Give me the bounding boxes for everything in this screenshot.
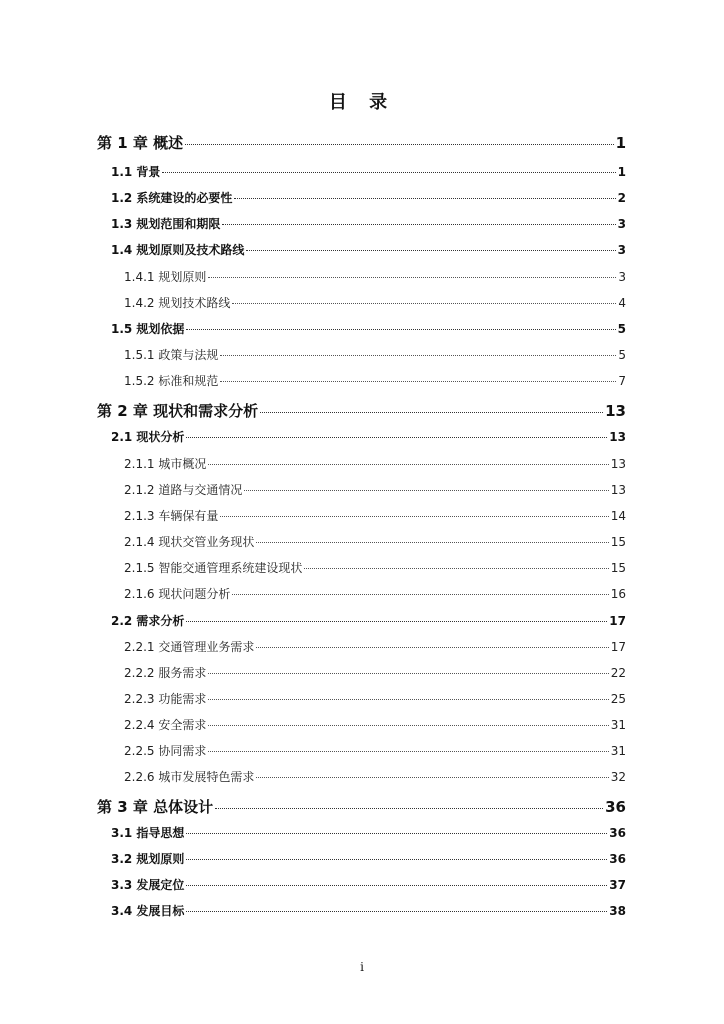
toc-entry-page: 36 bbox=[609, 826, 626, 840]
toc-entry[interactable] bbox=[124, 268, 626, 285]
page-number: i bbox=[360, 960, 364, 974]
toc-entry-page: 1 bbox=[617, 165, 626, 179]
toc-leader-dots bbox=[232, 584, 608, 595]
toc-entry[interactable] bbox=[111, 320, 626, 337]
toc-entry[interactable] bbox=[111, 241, 626, 258]
toc-entry[interactable] bbox=[111, 215, 626, 232]
toc-leader-dots bbox=[220, 345, 616, 356]
toc-leader-dots bbox=[256, 532, 608, 543]
toc-entry[interactable] bbox=[111, 189, 626, 206]
toc-entry-label: 3.4 发展目标 bbox=[111, 904, 185, 918]
toc-entry[interactable] bbox=[124, 742, 626, 759]
toc-entry[interactable] bbox=[124, 507, 626, 524]
toc-entry-page: 13 bbox=[605, 402, 626, 420]
toc-entry-page: 4 bbox=[618, 296, 626, 310]
toc-leader-dots bbox=[208, 663, 608, 674]
toc-leader-dots bbox=[162, 162, 615, 173]
toc-entry[interactable] bbox=[111, 428, 626, 445]
toc-leader-dots bbox=[256, 767, 608, 778]
toc-entry[interactable] bbox=[124, 690, 626, 707]
toc-leader-dots bbox=[186, 901, 607, 912]
toc-entry-page: 3 bbox=[617, 243, 626, 257]
toc-entry-page: 36 bbox=[605, 798, 626, 816]
toc-leader-dots bbox=[244, 480, 608, 491]
toc-entry[interactable] bbox=[124, 585, 626, 602]
toc-entry-page: 14 bbox=[610, 509, 626, 523]
toc-leader-dots bbox=[186, 849, 607, 860]
toc-leader-dots bbox=[215, 796, 603, 809]
toc-entry[interactable] bbox=[124, 638, 626, 655]
toc-entry-page: 7 bbox=[618, 374, 626, 388]
toc-leader-dots bbox=[208, 454, 608, 465]
toc-leader-dots bbox=[208, 741, 608, 752]
toc-entry[interactable] bbox=[97, 796, 626, 817]
toc-entry-label: 1.5 规划依据 bbox=[111, 322, 185, 336]
toc-entry-page: 37 bbox=[609, 878, 626, 892]
toc-leader-dots bbox=[186, 319, 615, 330]
toc-entry-page: 25 bbox=[610, 692, 626, 706]
toc-entry-page: 13 bbox=[609, 430, 626, 444]
toc-entry-label: 3.2 规划原则 bbox=[111, 852, 185, 866]
toc-entry-label: 3.3 发展定位 bbox=[111, 878, 185, 892]
toc-entry-page: 13 bbox=[610, 483, 626, 497]
toc-leader-dots bbox=[186, 427, 607, 438]
toc-entry[interactable] bbox=[124, 481, 626, 498]
toc-entry[interactable] bbox=[111, 612, 626, 629]
toc-entry-page: 15 bbox=[610, 561, 626, 575]
toc-entry-label: 2.1.4 现状交管业务现状 bbox=[124, 535, 255, 549]
toc-entry-page: 15 bbox=[610, 535, 626, 549]
toc-entry-label: 1.4.1 规划原则 bbox=[124, 270, 207, 284]
toc-entry[interactable] bbox=[124, 346, 626, 363]
toc-entry-label: 第 3 章 总体设计 bbox=[97, 798, 214, 816]
toc-entry-label: 1.1 背景 bbox=[111, 165, 161, 179]
toc-entry-page: 5 bbox=[617, 322, 626, 336]
toc-entry-page: 38 bbox=[609, 904, 626, 918]
toc-entry[interactable] bbox=[124, 533, 626, 550]
toc-entry-label: 1.5.1 政策与法规 bbox=[124, 348, 219, 362]
toc-leader-dots bbox=[208, 267, 616, 278]
toc-entry-label: 2.2 需求分析 bbox=[111, 614, 185, 628]
toc-leader-dots bbox=[246, 240, 615, 251]
toc-entry-label: 1.2 系统建设的必要性 bbox=[111, 191, 233, 205]
toc-leader-dots bbox=[304, 558, 608, 569]
toc-entry-page: 17 bbox=[609, 614, 626, 628]
toc-entry-page: 31 bbox=[610, 744, 626, 758]
toc-entry-page: 36 bbox=[609, 852, 626, 866]
toc-entry-label: 2.1.6 现状问题分析 bbox=[124, 587, 231, 601]
toc-leader-dots bbox=[234, 188, 615, 199]
toc-entry-label: 2.1.3 车辆保有量 bbox=[124, 509, 219, 523]
toc-entry-label: 2.1.2 道路与交通情况 bbox=[124, 483, 243, 497]
toc-entry[interactable] bbox=[111, 876, 626, 893]
toc-entry[interactable] bbox=[97, 132, 626, 153]
toc-leader-dots bbox=[186, 823, 607, 834]
toc-leader-dots bbox=[186, 611, 607, 622]
toc-entry-label: 1.4 规划原则及技术路线 bbox=[111, 243, 245, 257]
toc-entry[interactable] bbox=[124, 716, 626, 733]
toc-entry-page: 32 bbox=[610, 770, 626, 784]
toc-leader-dots bbox=[185, 132, 613, 145]
toc-entry-label: 2.2.5 协同需求 bbox=[124, 744, 207, 758]
toc-entry[interactable] bbox=[124, 372, 626, 389]
toc-entry-label: 第 2 章 现状和需求分析 bbox=[97, 402, 259, 420]
toc-entry-page: 13 bbox=[610, 457, 626, 471]
toc-leader-dots bbox=[220, 371, 616, 382]
toc-entry-page: 22 bbox=[610, 666, 626, 680]
toc-entry[interactable] bbox=[124, 559, 626, 576]
toc-leader-dots bbox=[208, 715, 608, 726]
toc-entry-label: 2.1.1 城市概况 bbox=[124, 457, 207, 471]
toc-entry-label: 1.5.2 标准和规范 bbox=[124, 374, 219, 388]
toc-leader-dots bbox=[186, 875, 607, 886]
toc-entry-label: 1.4.2 规划技术路线 bbox=[124, 296, 231, 310]
toc-leader-dots bbox=[222, 214, 615, 225]
toc-entry[interactable] bbox=[111, 163, 626, 180]
toc-entry-label: 1.3 规划范围和期限 bbox=[111, 217, 221, 231]
toc-entry-label: 2.2.6 城市发展特色需求 bbox=[124, 770, 255, 784]
toc-entry-label: 第 1 章 概述 bbox=[97, 134, 184, 152]
toc-entry-page: 16 bbox=[610, 587, 626, 601]
toc-leader-dots bbox=[232, 293, 616, 304]
toc-entry[interactable] bbox=[124, 294, 626, 311]
toc-entry-page: 3 bbox=[617, 217, 626, 231]
toc-entry-page: 17 bbox=[610, 640, 626, 654]
toc-entry-label: 2.1.5 智能交通管理系统建设现状 bbox=[124, 561, 303, 575]
toc-entry[interactable] bbox=[124, 664, 626, 681]
toc-entry-label: 2.2.4 安全需求 bbox=[124, 718, 207, 732]
toc-leader-dots bbox=[256, 637, 608, 648]
toc-entry-page: 31 bbox=[610, 718, 626, 732]
toc-entry[interactable] bbox=[111, 824, 626, 841]
toc-leader-dots bbox=[260, 400, 603, 413]
toc-entry[interactable] bbox=[124, 455, 626, 472]
toc-entry-label: 2.2.3 功能需求 bbox=[124, 692, 207, 706]
toc-entry-page: 5 bbox=[618, 348, 626, 362]
toc-entry-page: 1 bbox=[615, 134, 626, 152]
toc-leader-dots bbox=[208, 689, 608, 700]
toc-entry[interactable] bbox=[124, 768, 626, 785]
toc-entry-page: 2 bbox=[617, 191, 626, 205]
toc-entry[interactable] bbox=[97, 400, 626, 421]
toc-entry-label: 2.2.2 服务需求 bbox=[124, 666, 207, 680]
toc-title: 目 录 bbox=[328, 92, 396, 113]
toc-entry-page: 3 bbox=[618, 270, 626, 284]
toc-entry-label: 3.1 指导思想 bbox=[111, 826, 185, 840]
toc-entry-label: 2.2.1 交通管理业务需求 bbox=[124, 640, 255, 654]
toc-leader-dots bbox=[220, 506, 608, 517]
toc-entry-label: 2.1 现状分析 bbox=[111, 430, 185, 444]
toc-entry[interactable] bbox=[111, 902, 626, 919]
toc-entry[interactable] bbox=[111, 850, 626, 867]
